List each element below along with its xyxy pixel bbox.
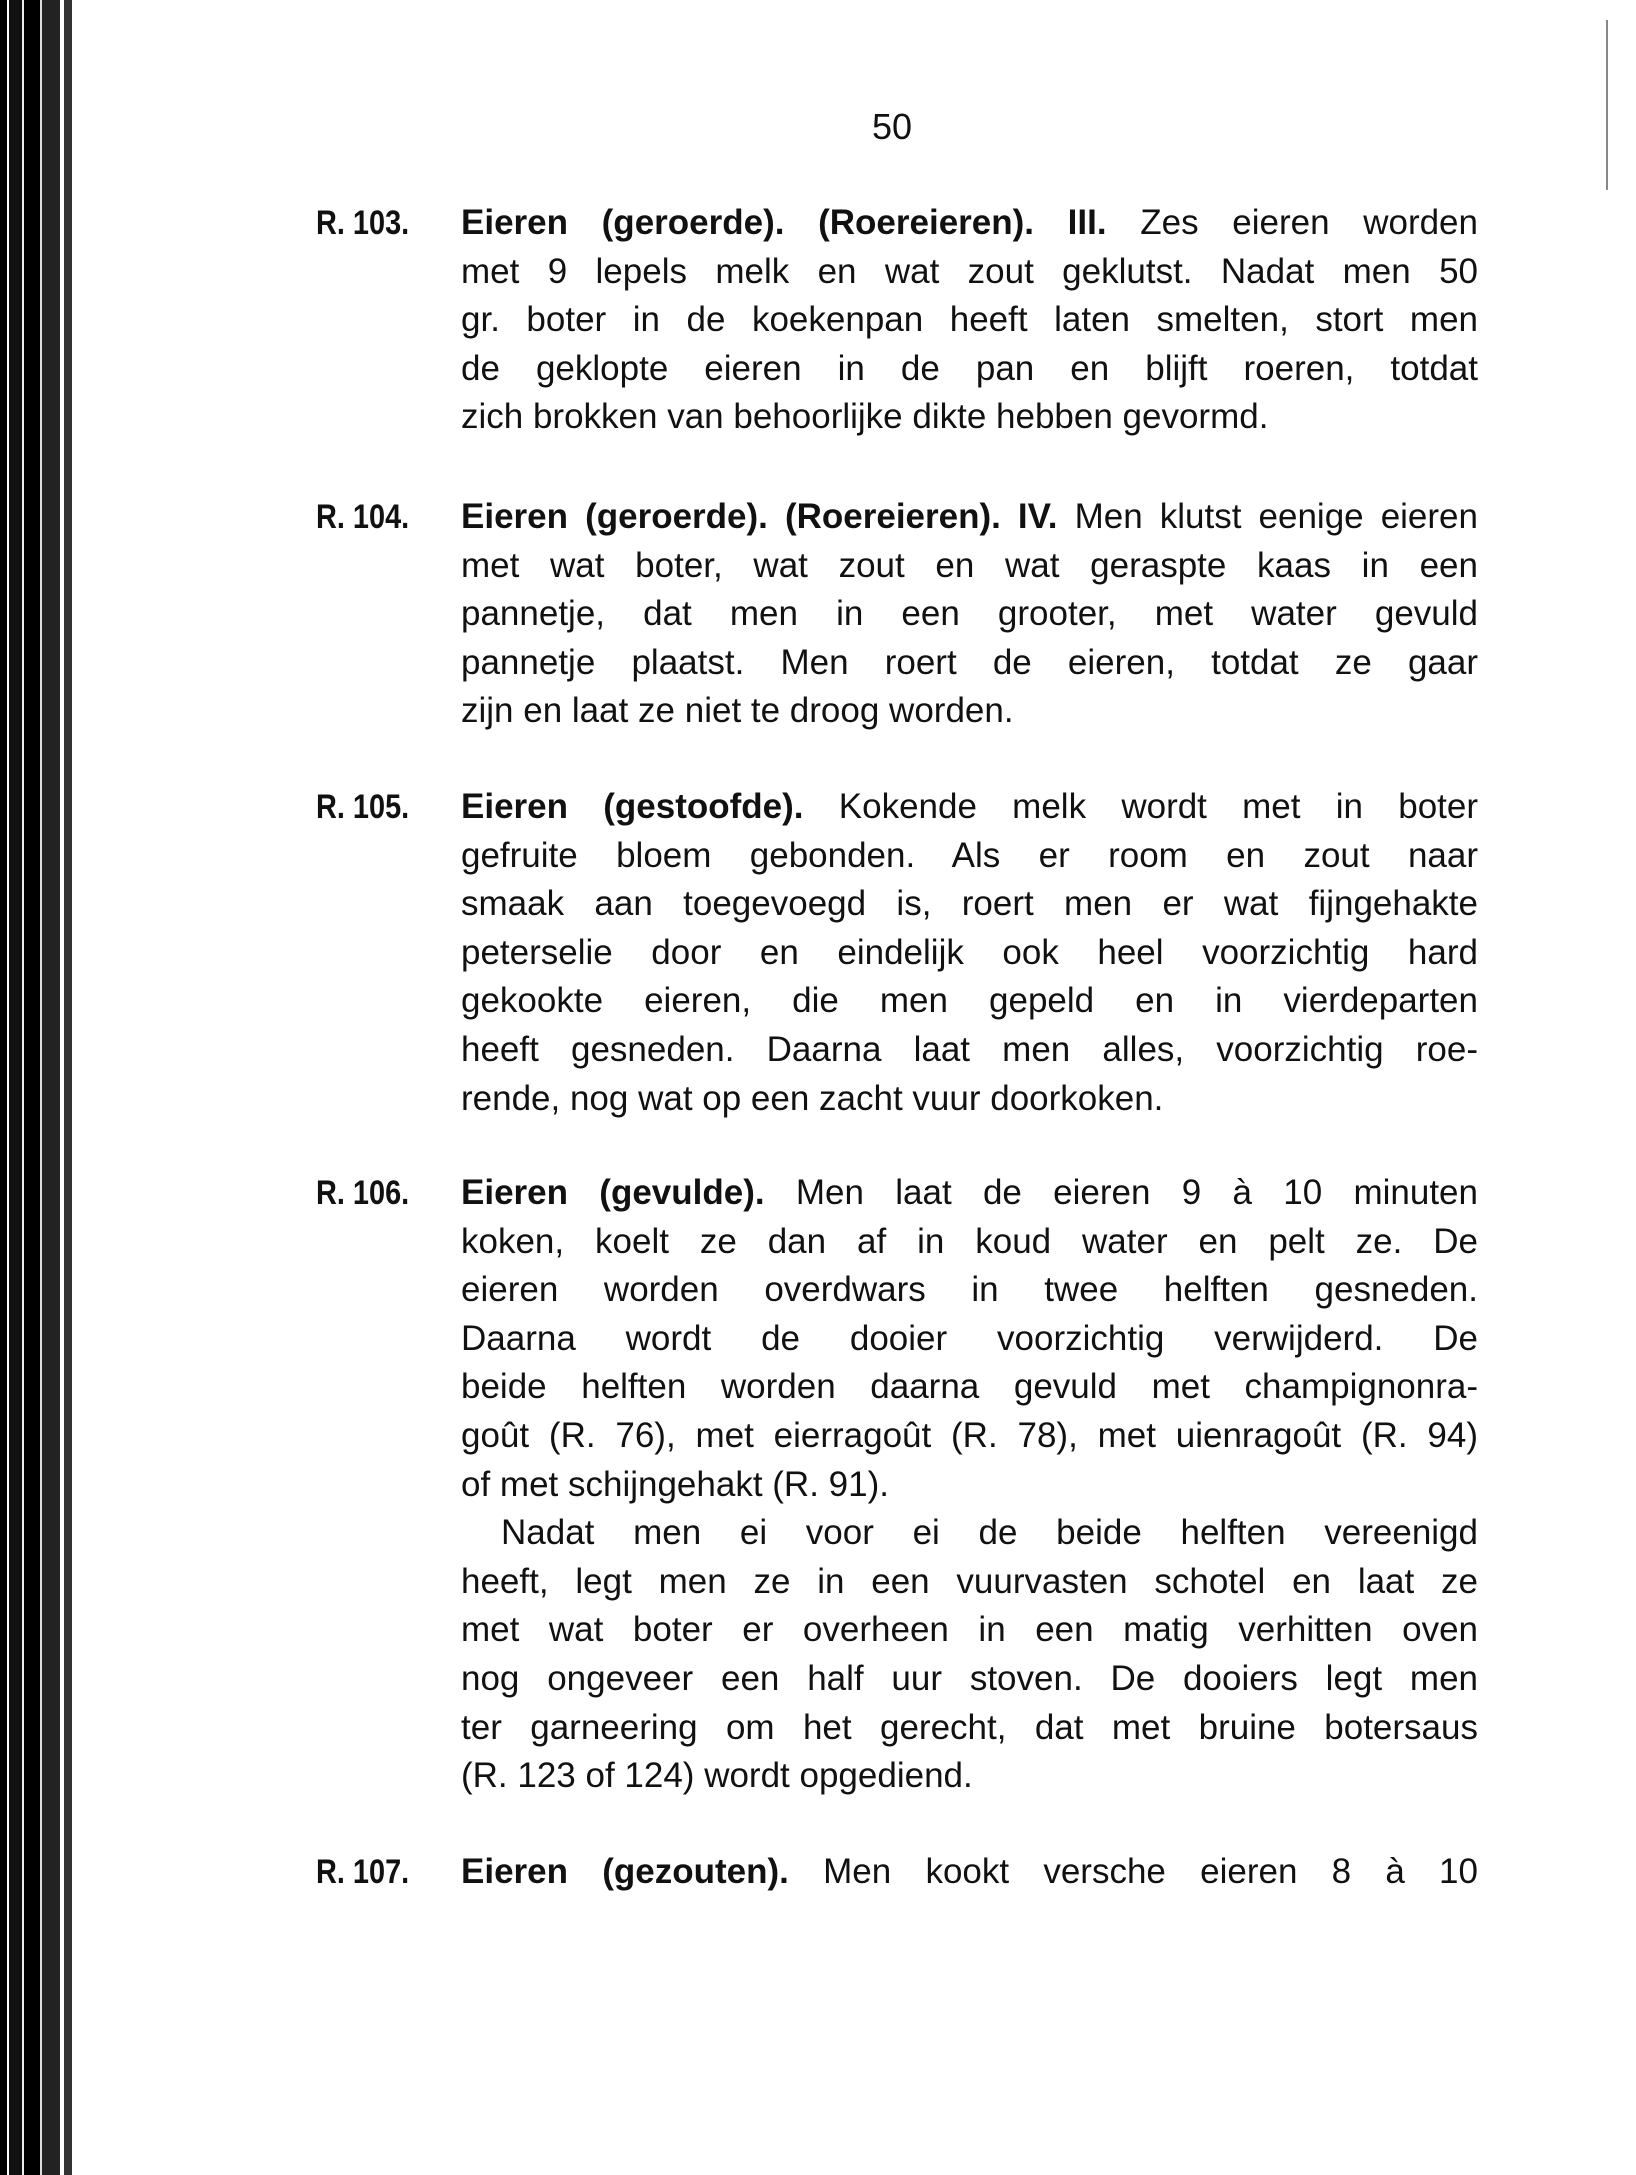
text-line <box>461 199 1478 248</box>
text-line: zijn en laat ze niet te droog worden. <box>461 691 1014 731</box>
text-line: heeft, legt men ze in een vuurvasten schotel en laat ze <box>461 1561 1478 1601</box>
recipe-text: Zes eieren worden <box>1140 203 1478 242</box>
recipe-number: R. 105. <box>316 788 410 826</box>
recipe-entry <box>316 493 1478 736</box>
text-line <box>461 1848 1478 1897</box>
text-line: met 9 lepels melk en wat zout geklutst. Nadat men 50 <box>461 251 1478 291</box>
text-line: heeft gesneden. Daarna laat men alles, voorzichtig roe- <box>461 1029 1478 1069</box>
text-line: goût (R. 76), met eierragoût (R. 78), met uienragoût (R. 94) <box>461 1415 1478 1455</box>
text-line: eieren worden overdwars in twee helften gesneden. <box>461 1270 1478 1310</box>
recipe-text: Men laat de eieren 9 à 10 minuten <box>795 1173 1478 1212</box>
recipe-title: Eieren (gestoofde). <box>461 787 804 826</box>
text-line: gekookte eieren, die men gepeld en in vierdeparten <box>461 981 1478 1021</box>
recipe-body <box>461 1169 1478 1801</box>
text-line: rende, nog wat op een zacht vuur doorkoken. <box>461 1078 1164 1118</box>
text-line: met wat boter er overheen in een matig verhitten oven <box>461 1610 1478 1650</box>
text-line: (R. 123 of 124) wordt opgediend. <box>461 1756 973 1796</box>
recipe-title: Eieren (geroerde). (Roereieren). III. <box>461 203 1107 242</box>
scanned-page-edge <box>0 0 92 2175</box>
text-line: beide helften worden daarna gevuld met champignonra- <box>461 1367 1478 1407</box>
recipe-entry <box>316 199 1478 442</box>
text-line <box>461 493 1478 542</box>
text-line <box>461 783 1478 832</box>
text-line: koken, koelt ze dan af in koud water en pelt ze. De <box>461 1221 1478 1261</box>
recipe-title: Eieren (gezouten). <box>461 1852 789 1891</box>
recipe-entry <box>316 783 1478 1123</box>
recipe-body <box>461 493 1478 736</box>
text-line: de geklopte eieren in de pan en blijft roeren, totdat <box>461 348 1478 388</box>
recipe-body <box>461 1848 1478 1897</box>
recipe-entry <box>316 1169 1478 1801</box>
text-line: ter garneering om het gerecht, dat met bruine botersaus <box>461 1707 1478 1747</box>
recipe-text: Kokende melk wordt met in boter <box>838 787 1479 826</box>
recipe-title: Eieren (geroerde). (Roereieren). IV. <box>461 497 1058 536</box>
recipe-text: Men kookt versche eieren 8 à 10 <box>823 1852 1478 1891</box>
recipe-title: Eieren (gevulde). <box>461 1173 765 1212</box>
text-line: gr. boter in de koekenpan heeft laten smelten, stort men <box>461 300 1478 340</box>
text-line: Nadat men ei voor ei de beide helften vereenigd <box>501 1513 1478 1553</box>
text-line: peterselie door en eindelijk ook heel voorzichtig hard <box>461 932 1478 972</box>
text-line: met wat boter, wat zout en wat geraspte kaas in een <box>461 545 1478 585</box>
recipe-number: R. 106. <box>316 1174 410 1212</box>
text-line <box>461 1169 1478 1218</box>
text-line: pannetje, dat men in een grooter, met water gevuld <box>461 594 1478 634</box>
text-line: smaak aan toegevoegd is, roert men er wat fijngehakte <box>461 884 1478 924</box>
recipe-number: R. 104. <box>316 498 410 536</box>
text-line: pannetje plaatst. Men roert de eieren, totdat ze gaar <box>461 642 1478 682</box>
recipe-body <box>461 199 1478 442</box>
text-line: gefruite bloem gebonden. Als er room en zout naar <box>461 835 1478 875</box>
recipe-number: R. 107. <box>316 1853 410 1891</box>
page-number: 50 <box>872 106 913 147</box>
recipe-entry <box>316 1848 1478 1897</box>
text-line: of met schijngehakt (R. 91). <box>461 1464 889 1504</box>
scan-artifact-right <box>1606 20 1608 190</box>
recipe-text: Men klutst eenige eieren <box>1074 497 1478 536</box>
recipe-number: R. 103. <box>316 204 410 242</box>
text-line: Daarna wordt de dooier voorzichtig verwijderd. De <box>461 1318 1478 1358</box>
text-line: zich brokken van behoorlijke dikte hebben gevormd. <box>461 397 1269 437</box>
text-line: nog ongeveer een half uur stoven. De dooiers legt men <box>461 1658 1478 1698</box>
recipe-body <box>461 783 1478 1123</box>
